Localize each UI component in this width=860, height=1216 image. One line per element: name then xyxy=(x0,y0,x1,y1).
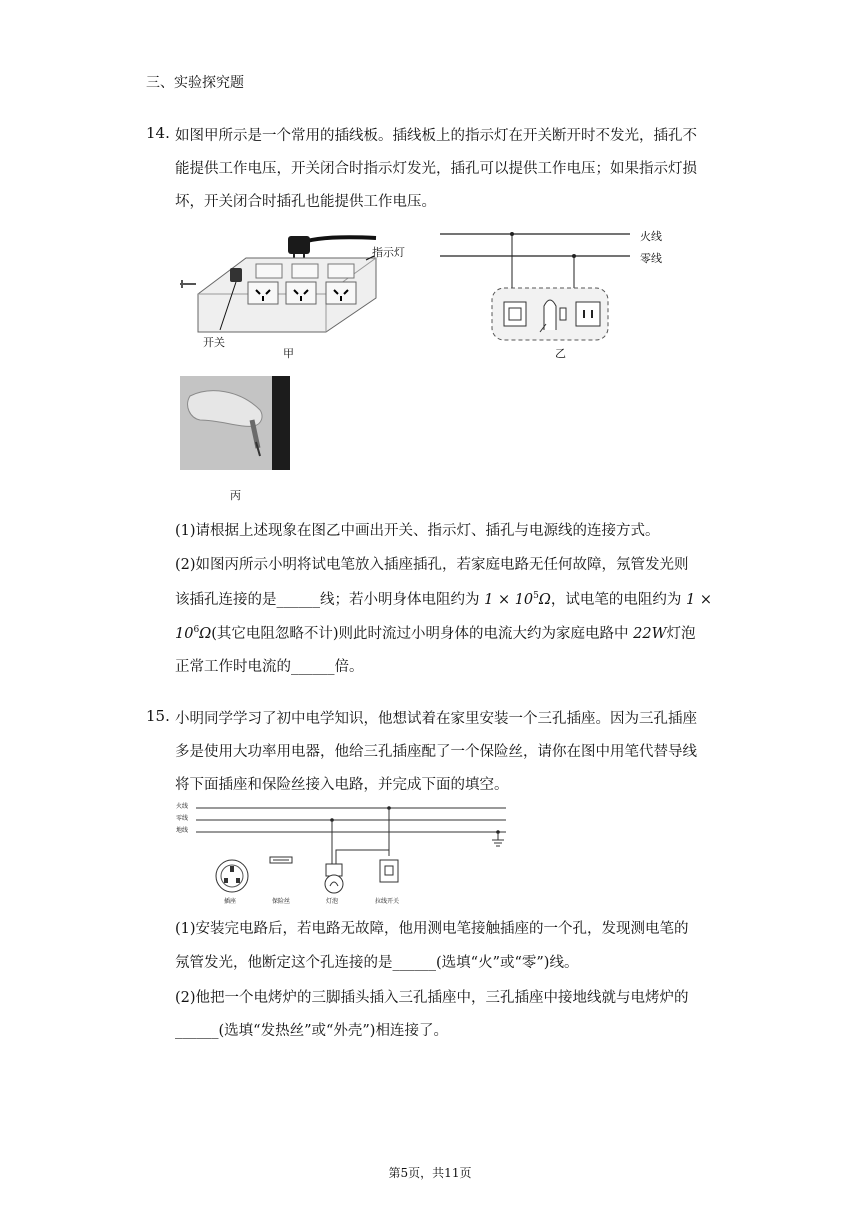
indicator-label: 指示灯 xyxy=(372,246,405,259)
q15-text-line-3: 将下面插座和保险丝接入电路，并完成下面的填空。 xyxy=(175,777,509,793)
answer-blank[interactable]: ______ xyxy=(392,955,436,971)
q15-sub1-line-1: (1)安装完电路后，若电路无故障，他用测电笔接触插座的一个孔，发现测电笔的 xyxy=(175,921,689,937)
live-wire-label: 火线 xyxy=(640,230,662,243)
q14-text-line-1: 如图甲所示是一个常用的插线板。插线板上的指示灯在开关断开时不发光，插孔不 xyxy=(175,128,697,144)
q15-live-label: 火线 xyxy=(176,803,189,810)
q15-ground-label: 地线 xyxy=(176,827,189,834)
figure-bing-label: 丙 xyxy=(230,489,241,502)
figure-bing-photo xyxy=(180,376,290,470)
figure-yi-label: 乙 xyxy=(555,347,566,360)
q15-sub2-line-2: ______(选填“发热丝”或“外壳”)相连接了。 xyxy=(175,1023,448,1039)
switch-label: 开关 xyxy=(203,336,225,349)
question-14-number: 14. xyxy=(146,124,170,142)
answer-blank[interactable]: ______ xyxy=(276,592,320,608)
q15-text-line-1: 小明同学学习了初中电学知识，他想试着在家里安装一个三孔插座。因为三孔插座 xyxy=(175,711,697,727)
q14-sub2-line-2: 该插孔连接的是______线；若小明身体电阻约为 $1 \times 10^5\Omega$，试电笔的电阻约为 1 × xyxy=(175,591,713,608)
answer-blank[interactable]: ______ xyxy=(175,1023,219,1039)
q15-sub2-line-1: (2)他把一个电烤炉的三脚插头插入三孔插座中，三孔插座中接地线就与电烤炉的 xyxy=(175,990,689,1006)
q15-lamp-label: 灯泡 xyxy=(326,898,339,905)
q15-text-line-2: 多是使用大功率用电器，他给三孔插座配了一个保险丝，请你在图中用笔代替导线 xyxy=(175,744,697,760)
q15-sub1-line-2: 氖管发光，他断定这个孔连接的是______(选填“火”或“零”)线。 xyxy=(175,955,579,971)
q14-text-line-3: 坏，开关闭合时插孔也能提供工作电压。 xyxy=(175,194,436,210)
q14-sub2-line-4: 正常工作时电流的______倍。 xyxy=(175,659,364,675)
q15-socket-label: 插座 xyxy=(224,898,237,905)
neutral-wire-label: 零线 xyxy=(640,252,662,265)
q14-text-line-2: 能提供工作电压，开关闭合时指示灯发光，插孔可以提供工作电压；如果指示灯损 xyxy=(175,161,697,177)
figure-q15-circuit xyxy=(176,800,512,908)
section-title: 三、实验探究题 xyxy=(146,75,244,91)
answer-blank[interactable]: ______ xyxy=(291,659,335,675)
q14-sub2-line-1: (2)如图丙所示小明将试电笔放入插座插孔，若家庭电路无任何故障，氖管发光则 xyxy=(175,557,689,573)
figure-jia-label: 甲 xyxy=(283,347,294,360)
q15-fuse-label: 保险丝 xyxy=(272,898,291,905)
q15-neutral-label: 零线 xyxy=(176,815,189,822)
q14-sub2-line-3: $10^6\Omega$(其它电阻忽略不计)则此时流过小明身体的电流大约为家庭电路中 22W灯泡 xyxy=(175,625,696,642)
q15-switch-label: 拉线开关 xyxy=(375,898,400,905)
page-footer: 第5页，共11页 xyxy=(388,1166,472,1180)
question-15-number: 15. xyxy=(146,707,170,725)
q14-sub1: (1)请根据上述现象在图乙中画出开关、指示灯、插孔与电源线的连接方式。 xyxy=(175,523,660,539)
